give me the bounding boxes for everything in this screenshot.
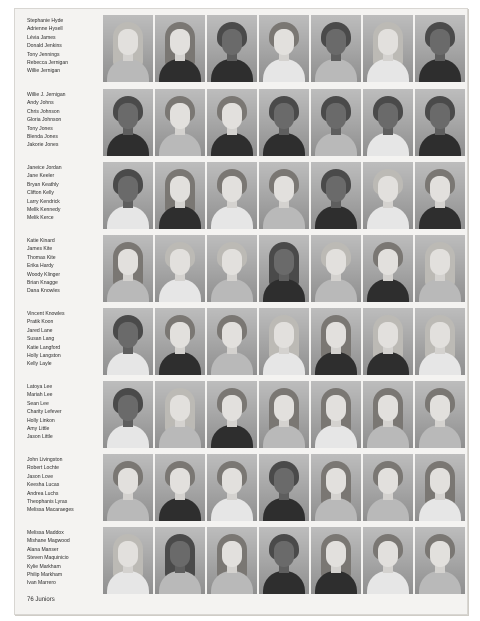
photo-strip	[103, 235, 465, 302]
student-portrait	[259, 162, 309, 229]
student-portrait	[363, 235, 413, 302]
student-name: Adrienne Hysell	[27, 26, 63, 33]
student-name: Brian Knagge	[27, 279, 58, 286]
photo-strip	[103, 527, 465, 594]
student-portrait	[311, 15, 361, 82]
roster-row	[15, 15, 467, 82]
student-portrait	[363, 308, 413, 375]
student-portrait	[207, 527, 257, 594]
student-portrait	[207, 454, 257, 521]
student-portrait	[311, 162, 361, 229]
student-name: Willie J. Jernigan	[27, 92, 66, 98]
student-portrait	[311, 381, 361, 448]
student-portrait	[259, 308, 309, 375]
student-name: Mishane Magwood	[27, 538, 70, 545]
student-name: Erika Hardy	[27, 263, 54, 270]
section-title: Juniors	[35, 597, 55, 603]
student-name: Rebecca Jernigan	[27, 59, 69, 66]
student-name: Katie Kinard	[27, 238, 55, 244]
student-name: Mellk Kennedy	[27, 206, 61, 213]
student-name: Clifton Kelly	[27, 190, 54, 197]
student-portrait	[415, 308, 465, 375]
student-name: Theophanis Lyras	[27, 498, 68, 505]
student-name: Robert Lochte	[27, 465, 59, 472]
student-name: Jason Little	[27, 434, 53, 441]
student-portrait	[311, 89, 361, 156]
student-name: Tony Jennings	[27, 51, 60, 58]
student-name: Holly Linkon	[27, 417, 55, 424]
roster-row	[15, 235, 467, 302]
student-portrait	[207, 15, 257, 82]
student-name: Melissa Maddox	[27, 530, 64, 536]
student-name: Sean Lee	[27, 400, 49, 407]
student-portrait	[103, 454, 153, 521]
photo-strip	[103, 89, 465, 156]
page-number: 76	[27, 597, 34, 603]
student-portrait	[363, 381, 413, 448]
student-portrait	[155, 15, 205, 82]
student-name: Stephanie Hyde	[27, 18, 64, 24]
student-name: Pratik Koon	[27, 319, 54, 326]
student-name: Jared Lane	[27, 327, 53, 334]
student-name: Tony Jones	[27, 125, 53, 132]
student-name: Janeice Jordan	[27, 165, 62, 171]
student-name: Thomas Kite	[27, 254, 56, 261]
student-portrait	[363, 89, 413, 156]
roster-row	[15, 308, 467, 375]
student-name: Latoya Lee	[27, 384, 53, 390]
student-name: Steven Maquinicio	[27, 555, 69, 562]
student-portrait	[155, 162, 205, 229]
student-name: Alana Manser	[27, 546, 59, 553]
student-name: Kylie Markham	[27, 563, 61, 570]
name-list	[27, 383, 105, 442]
student-portrait	[155, 381, 205, 448]
student-portrait	[415, 235, 465, 302]
student-name: Blenda Jones	[27, 133, 58, 140]
student-portrait	[103, 162, 153, 229]
student-portrait	[103, 527, 153, 594]
student-name: Ivan Marrero	[27, 580, 56, 587]
student-portrait	[207, 381, 257, 448]
student-name: Susan Lang	[27, 336, 55, 343]
student-name: Kelly Layle	[27, 361, 52, 368]
student-name: Donald Jenkins	[27, 43, 62, 50]
student-portrait	[415, 381, 465, 448]
name-list	[27, 529, 105, 588]
student-name: Bryan Keathly	[27, 181, 59, 188]
name-list	[27, 310, 105, 369]
page-footer	[27, 597, 55, 603]
student-portrait	[415, 15, 465, 82]
student-name: Lévia James	[27, 34, 56, 41]
student-portrait	[103, 381, 153, 448]
student-name: Andy Johns	[27, 100, 54, 107]
photo-strip	[103, 308, 465, 375]
student-portrait	[259, 527, 309, 594]
photo-strip	[103, 162, 465, 229]
name-list	[27, 164, 105, 223]
student-portrait	[415, 454, 465, 521]
student-portrait	[207, 162, 257, 229]
student-name: Dana Knowles	[27, 288, 60, 295]
roster-row	[15, 454, 467, 521]
student-portrait	[155, 454, 205, 521]
student-name: Woody Klinger	[27, 271, 61, 278]
name-list	[27, 91, 105, 150]
student-portrait	[363, 454, 413, 521]
student-name: Melik Kerce	[27, 215, 54, 222]
student-name: Melissa Macaraeges	[27, 507, 74, 514]
student-portrait	[259, 235, 309, 302]
student-portrait	[259, 15, 309, 82]
student-portrait	[311, 235, 361, 302]
student-portrait	[311, 454, 361, 521]
student-name: Holly Langston	[27, 352, 61, 359]
student-portrait	[415, 162, 465, 229]
student-portrait	[259, 89, 309, 156]
student-portrait	[207, 89, 257, 156]
student-name: Amy Little	[27, 425, 50, 432]
student-name: Jane Keeler	[27, 173, 55, 180]
student-portrait	[155, 89, 205, 156]
student-portrait	[103, 15, 153, 82]
student-portrait	[415, 527, 465, 594]
name-list	[27, 237, 105, 296]
roster-row	[15, 162, 467, 229]
student-portrait	[259, 454, 309, 521]
student-portrait	[155, 235, 205, 302]
yearbook-page	[14, 8, 468, 615]
student-name: Philip Markham	[27, 571, 63, 578]
student-portrait	[363, 15, 413, 82]
student-portrait	[363, 527, 413, 594]
student-portrait	[311, 308, 361, 375]
student-portrait	[363, 162, 413, 229]
name-list	[27, 456, 105, 515]
student-name: Charity Lefever	[27, 409, 62, 416]
student-name: Andrea Luchs	[27, 490, 59, 497]
student-name: Mariah Lee	[27, 392, 53, 399]
roster-row	[15, 381, 467, 448]
student-portrait	[207, 235, 257, 302]
student-portrait	[155, 308, 205, 375]
photo-strip	[103, 454, 465, 521]
photo-strip	[103, 15, 465, 82]
student-name: John Livingston	[27, 457, 63, 463]
photo-strip	[103, 381, 465, 448]
student-name: James Kite	[27, 246, 53, 253]
student-name: Jason Love	[27, 473, 54, 480]
student-portrait	[155, 527, 205, 594]
name-list	[27, 17, 105, 76]
roster-row	[15, 89, 467, 156]
student-name: Keesha Lucas	[27, 482, 60, 489]
student-portrait	[103, 308, 153, 375]
student-name: Larry Kendrick	[27, 198, 60, 205]
student-portrait	[311, 527, 361, 594]
student-name: Katie Langford	[27, 344, 61, 351]
student-portrait	[207, 308, 257, 375]
student-name: Chris Johnson	[27, 108, 60, 115]
student-portrait	[259, 381, 309, 448]
student-portrait	[415, 89, 465, 156]
roster-row	[15, 527, 467, 594]
student-name: Gloria Johnson	[27, 117, 62, 124]
student-name: Jakorie Jones	[27, 142, 59, 149]
student-portrait	[103, 235, 153, 302]
student-name: Vincent Knowles	[27, 311, 65, 317]
student-portrait	[103, 89, 153, 156]
student-name: Willie Jernigan	[27, 68, 61, 75]
